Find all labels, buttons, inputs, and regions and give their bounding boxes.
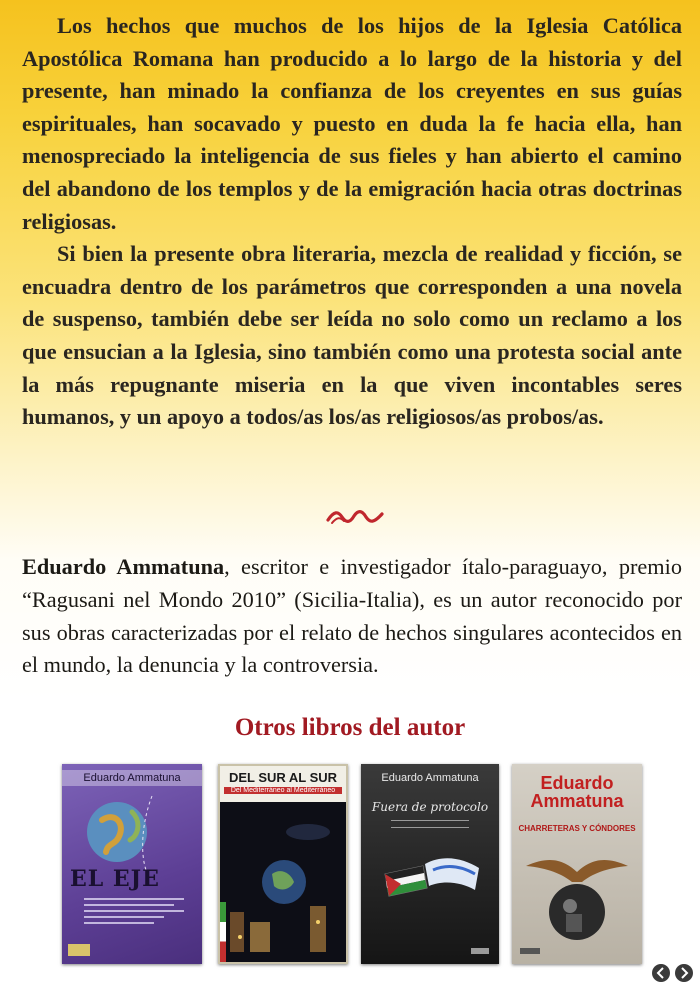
book-author: Eduardo <box>540 773 614 793</box>
book-author: Ammatuna <box>530 791 624 811</box>
condor-photo-icon <box>522 844 632 944</box>
book-cover-el-eje[interactable] <box>62 764 202 964</box>
blurb-paragraph: Los hechos que muchos de los hijos de la Iglesia Católica Apostólica Romana han producido a lo largo de la historia y del presente, han minado la confianza de los creyentes en sus guías espirituales, han socavado y puesto en duda la fe hacia ella, han menospreciado la inteligencia de sus fieles y han abierto el camino del abandono de los templos y de la emigración hacia otras doctrinas religiosas. <box>22 13 682 234</box>
blurb-paragraph: Si bien la presente obra literaria, mezcla de realidad y ficción, se encuadra dentro de los parámetros que corresponden a una novela de suspenso, también debe ser leída no solo como un reclamo a los que ensucian a la Iglesia, sino también como una protesta social ante la más repugnante miseria en la que viven incontables seres humanos, y un apoyo a todos/as los/as religiosos/as probos/as. <box>22 241 682 430</box>
book-title: Fuera de protocolo <box>371 800 489 814</box>
next-page-icon[interactable] <box>675 964 693 982</box>
globe-icon <box>72 792 172 872</box>
book-title: EL EJE <box>70 866 160 892</box>
book-cover-charreteras-y-condores[interactable] <box>512 764 642 964</box>
book-title-hebrew <box>391 820 469 828</box>
author-name: Eduardo Ammatuna <box>22 554 225 579</box>
wave-ornament-icon <box>326 508 384 526</box>
book-title: CHARRETERAS Y CÓNDORES <box>518 824 636 833</box>
previous-page-icon[interactable] <box>652 964 670 982</box>
publisher-logo <box>68 944 90 956</box>
book-cover-del-sur-al-sur[interactable] <box>218 764 348 964</box>
flag-stripe <box>220 902 226 962</box>
back-cover-blurb <box>22 10 682 434</box>
page-navigation <box>651 963 695 983</box>
other-books-heading: Otros libros del autor <box>234 714 466 741</box>
book-back-text <box>84 898 184 924</box>
book-author: Eduardo Ammatuna <box>62 770 202 786</box>
publisher-logo <box>520 948 540 954</box>
night-city-globe-icon <box>220 802 346 962</box>
author-bio-text: , escritor e investigador ítalo-paraguayo, premio “Ragusani nel Mondo 2010” (Sicilia-Italia), es un autor reconocido por sus obras caracterizadas por el relato de hechos singulares acontecidos en el mundo, la denuncia y la controversia. <box>22 554 682 678</box>
book-cover-fuera-de-protocolo[interactable] <box>361 764 499 964</box>
author-bio <box>22 551 682 682</box>
book-author: Eduardo Ammatuna <box>381 772 479 784</box>
flags-icon <box>383 844 483 914</box>
book-title: DEL SUR AL SUR <box>228 770 338 785</box>
book-subtitle: Del Mediterráneo al Mediterráneo <box>224 787 342 794</box>
publisher-logo <box>471 948 489 954</box>
book-title-banner <box>220 766 346 802</box>
